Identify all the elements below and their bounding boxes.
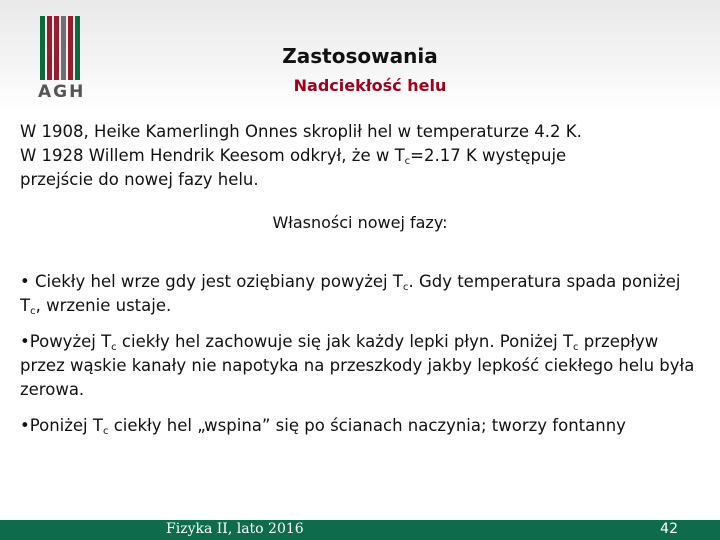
page-number: 42 [660,521,678,537]
bullet-viscosity: •Powyżej $T_c$ ciekły hel zachowuje się jak każdy lepki płyn. Poniżej $T_c$ przepływ przez wąskie kanały nie napotyka na przeszkody jakby lepkość ciekłego helu była zerowa. [20,332,695,399]
logo-bar [68,16,73,80]
logo-bar [54,16,59,80]
footer-course: Fizyka II, lato 2016 [166,521,304,537]
logo-bar [40,16,45,80]
logo-text: AGH [38,82,86,102]
intro-line: przejście do nowej fazy helu. [20,170,259,189]
intro-line: W 1928 Willem Hendrik Keesom odkrył, że w $T_c=2.17$ K występuje [20,146,567,167]
logo-bar [75,16,80,80]
slide-subtitle: Nadciekłość helu [293,76,447,95]
properties-heading: Własności nowej fazy: [272,213,448,232]
logo-bar [61,16,66,80]
logo-bar [47,16,52,80]
agh-logo [30,16,94,106]
bullet-boiling: • Ciekły hel wrze gdy jest oziębiany powyżej $T_c$. Gdy temperatura spada poniżej $T_c$, wrzenie ustaje. [20,272,681,317]
footer-bar [0,520,720,540]
intro-line: W 1908, Heike Kamerlingh Onnes skroplił hel w temperaturze 4.2 K. [20,122,582,141]
slide-title: Zastosowania [282,44,438,68]
intro-paragraph [20,120,710,192]
bullet-fountain: •Poniżej $T_c$ ciekły hel „wspina” się po ścianach naczynia; tworzy fontanny [20,416,626,437]
